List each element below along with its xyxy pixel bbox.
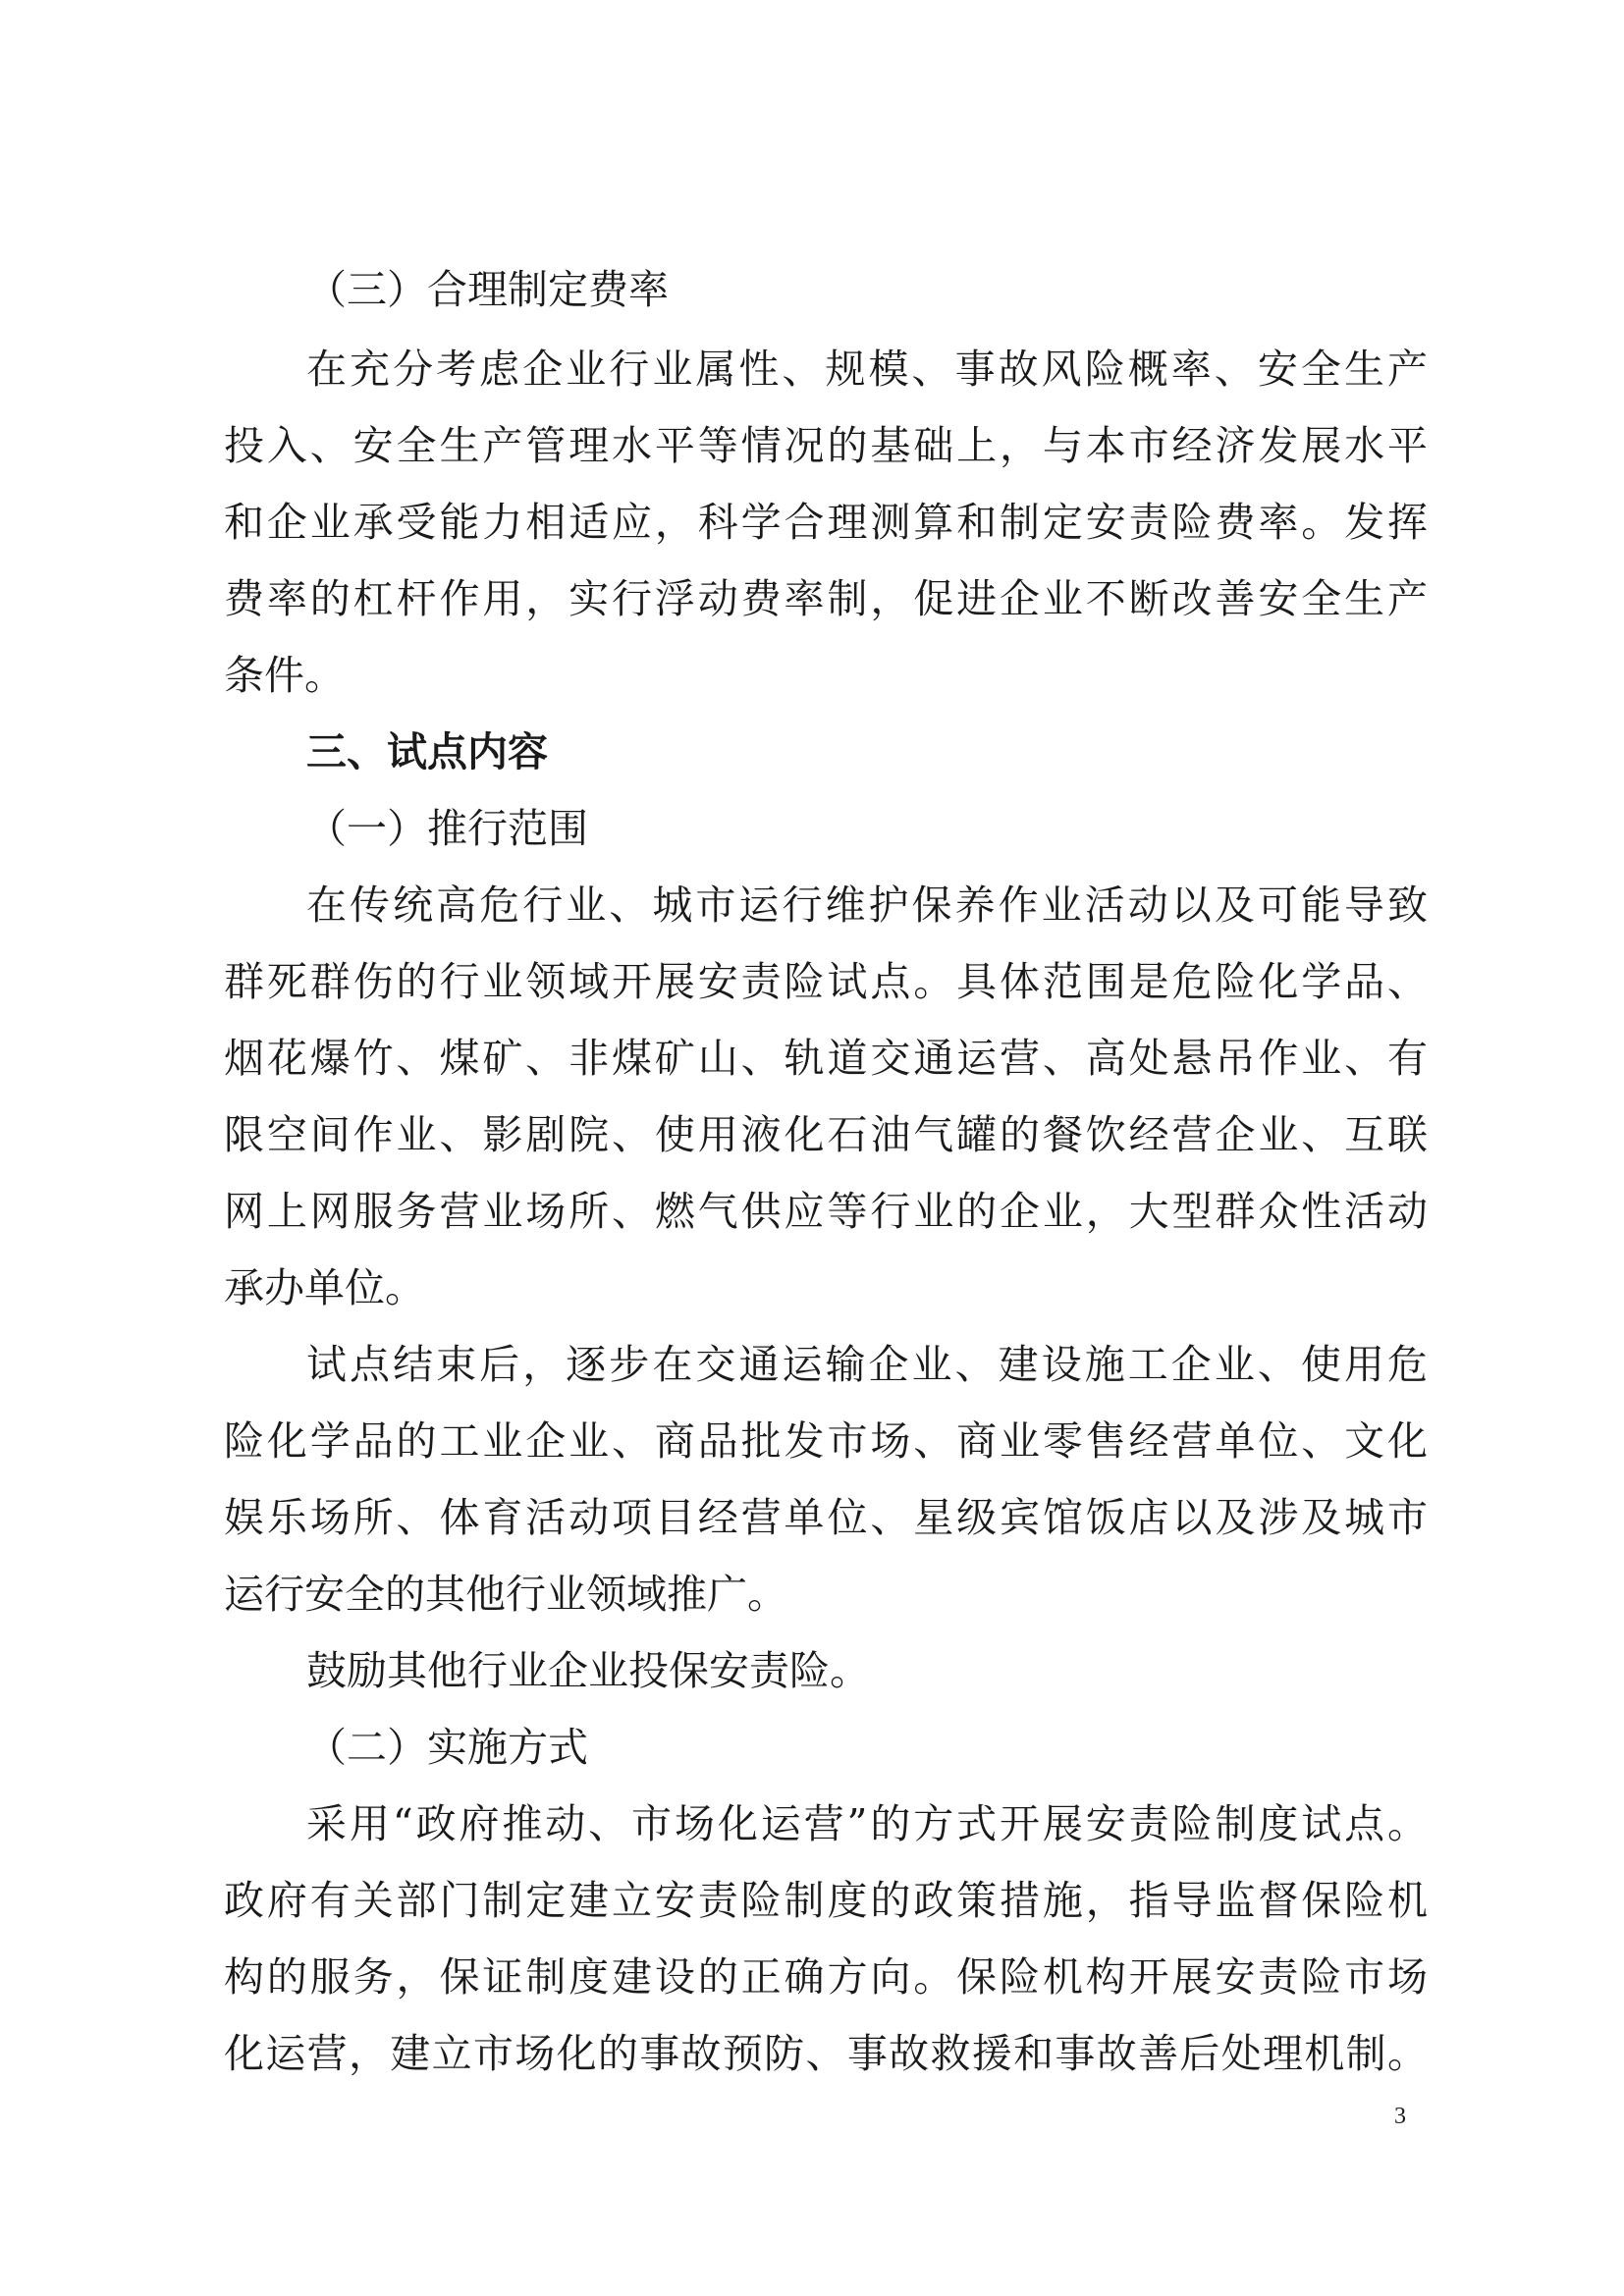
- paragraph-line: 承办单位。: [224, 1264, 425, 1311]
- paragraph-line: 网上网服务营业场所、燃气供应等行业的企业，大型群众性活动: [224, 1188, 1428, 1235]
- paragraph-line: 费率的杠杆作用，实行浮动费率制，促进企业不断改善安全生产: [224, 575, 1428, 622]
- paragraph-line: 鼓励其他行业企业投保安责险。: [306, 1647, 870, 1694]
- paragraph-line: 限空间作业、影剧院、使用液化石油气罐的餐饮经营企业、互联: [224, 1111, 1428, 1158]
- paragraph-line: 在传统高危行业、城市运行维护保养作业活动以及可能导致: [306, 881, 1428, 929]
- paragraph-line: 群死群伤的行业领域开展安责险试点。具体范围是危险化学品、: [224, 958, 1428, 1005]
- paragraph-line: 在充分考虑企业行业属性、规模、事故风险概率、安全生产: [306, 346, 1428, 393]
- paragraph-line: 投入、安全生产管理水平等情况的基础上，与本市经济发展水平: [224, 422, 1428, 469]
- paragraph-line: 条件。: [224, 652, 345, 699]
- paragraph-line: 化运营，建立市场化的事故预防、事故救援和事故善后处理机制。: [224, 2030, 1428, 2077]
- subheading-rates: （三）合理制定费率: [306, 266, 669, 313]
- paragraph-line: 采用“政府推动、市场化运营”的方式开展安责险制度试点。: [306, 1800, 1428, 1847]
- page-number: 3: [1394, 2104, 1406, 2129]
- paragraph-line: 险化学品的工业企业、商品批发市场、商业零售经营单位、文化: [224, 1417, 1428, 1465]
- paragraph-line: 政府有关部门制定建立安责险制度的政策措施，指导监督保险机: [224, 1877, 1428, 1924]
- paragraph-line: 烟花爆竹、煤矿、非煤矿山、轨道交通运营、高处悬吊作业、有: [224, 1035, 1428, 1082]
- subheading-implementation: （二）实施方式: [306, 1724, 588, 1771]
- section-heading: 三、试点内容: [306, 728, 548, 775]
- paragraph-line: 试点结束后，逐步在交通运输企业、建设施工企业、使用危: [306, 1341, 1428, 1388]
- paragraph-line: 运行安全的其他行业领域推广。: [224, 1571, 787, 1618]
- paragraph-line: 和企业承受能力相适应，科学合理测算和制定安责险费率。发挥: [224, 499, 1428, 546]
- subheading-scope: （一）推行范围: [306, 805, 588, 852]
- paragraph-line: 娱乐场所、体育活动项目经营单位、星级宾馆饭店以及涉及城市: [224, 1494, 1428, 1541]
- paragraph-line: 构的服务，保证制度建设的正确方向。保险机构开展安责险市场: [224, 1953, 1428, 2001]
